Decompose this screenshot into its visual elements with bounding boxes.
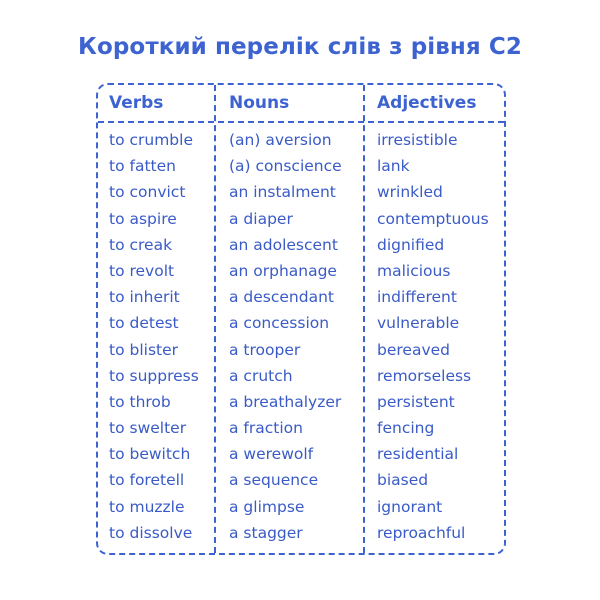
word-item: reproachful xyxy=(377,523,466,542)
word-item: an orphanage xyxy=(229,261,337,280)
nouns-column xyxy=(229,85,342,546)
word-item: a trooper xyxy=(229,340,301,359)
word-item: a fraction xyxy=(229,419,303,438)
adjectives-list xyxy=(377,127,489,546)
word-item: dignified xyxy=(377,235,445,254)
word-item: (an) aversion xyxy=(229,131,332,149)
word-item: persistent xyxy=(377,392,455,411)
page-title: Короткий перелік слів з рівня С2 xyxy=(78,34,522,60)
word-item: a concession xyxy=(229,314,330,333)
word-item: remorseless xyxy=(377,366,472,385)
word-item: to fatten xyxy=(109,157,176,176)
word-item: lank xyxy=(377,157,410,176)
word-item: a breathalyzer xyxy=(229,392,342,411)
word-item: indifferent xyxy=(377,288,457,307)
word-item: biased xyxy=(377,471,429,490)
word-item: residential xyxy=(377,445,459,464)
column-header-verbs: Verbs xyxy=(109,93,164,113)
word-item: to throb xyxy=(109,392,171,411)
column-divider xyxy=(363,85,365,553)
word-item: an adolescent xyxy=(229,235,338,254)
adjectives-column xyxy=(377,85,489,546)
word-item: a werewolf xyxy=(229,445,314,464)
column-header-adjectives: Adjectives xyxy=(377,93,477,113)
word-item: to inherit xyxy=(109,288,180,307)
word-item: to swelter xyxy=(109,419,187,438)
word-item: contemptuous xyxy=(377,209,489,228)
word-item: to foretell xyxy=(109,471,185,490)
word-item: to blister xyxy=(109,340,179,359)
word-item: bereaved xyxy=(377,340,450,359)
word-item: malicious xyxy=(377,261,451,280)
word-item: a descendant xyxy=(229,288,334,307)
word-item: a stagger xyxy=(229,523,303,542)
verbs-column xyxy=(109,85,199,546)
word-item: a crutch xyxy=(229,366,293,385)
word-item: to revolt xyxy=(109,261,175,280)
verbs-list xyxy=(109,127,199,546)
word-item: irresistible xyxy=(377,131,458,149)
word-item: to aspire xyxy=(109,209,177,228)
word-item: to convict xyxy=(109,183,186,202)
word-item: ignorant xyxy=(377,497,443,516)
word-item: fencing xyxy=(377,419,435,438)
nouns-list xyxy=(229,127,342,546)
word-item: to crumble xyxy=(109,131,193,149)
word-item: to muzzle xyxy=(109,497,185,516)
word-item: an instalment xyxy=(229,183,336,202)
word-item: to dissolve xyxy=(109,523,193,542)
word-item: wrinkled xyxy=(377,183,443,202)
word-item: (a) conscience xyxy=(229,157,342,176)
word-item: to creak xyxy=(109,235,173,254)
word-item: a diaper xyxy=(229,209,293,228)
word-item: to detest xyxy=(109,314,179,333)
column-header-nouns: Nouns xyxy=(229,93,290,113)
word-item: to bewitch xyxy=(109,445,191,464)
word-table xyxy=(96,83,506,555)
word-item: to suppress xyxy=(109,366,199,385)
word-item: vulnerable xyxy=(377,314,460,333)
word-item: a glimpse xyxy=(229,497,305,516)
column-divider xyxy=(214,85,216,553)
word-item: a sequence xyxy=(229,471,319,490)
